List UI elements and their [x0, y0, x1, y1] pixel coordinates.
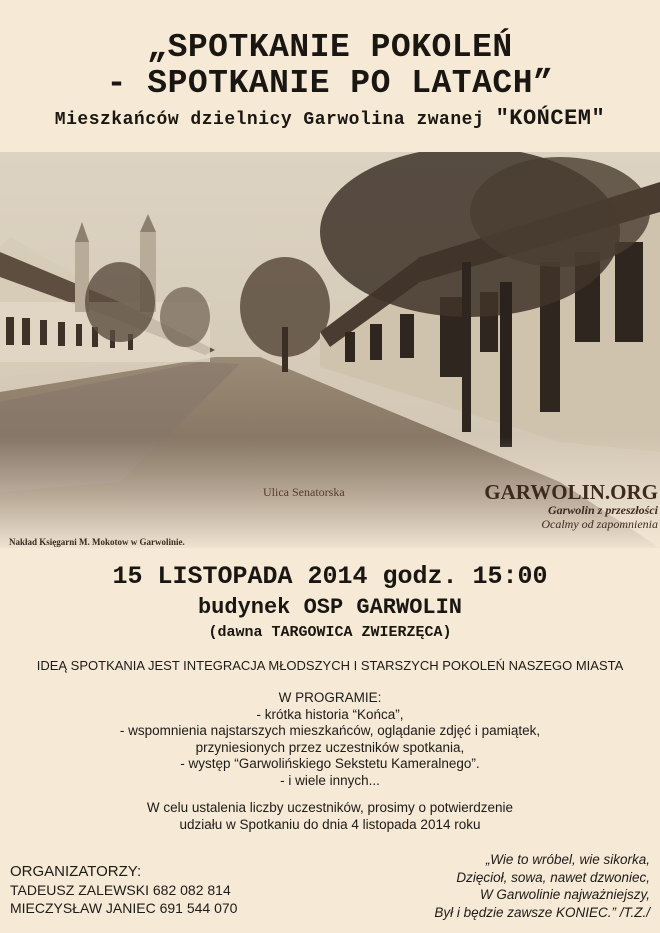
subtitle-text: Mieszkańców dzielnicy Garwolina zwanej [54, 110, 496, 130]
organizers-heading: ORGANIZATORZY: [10, 863, 142, 880]
poster-title-line-1: „SPOTKANIE POKOLEŃ [147, 29, 513, 66]
poem-line: Dzięcioł, sowa, nawet dzwoniec, [456, 869, 650, 885]
event-venue-note: (dawna TARGOWICA ZWIERZĘCA) [208, 624, 452, 641]
subtitle-quote: "KOŃCEM" [495, 106, 606, 131]
poster-subtitle [0, 108, 660, 131]
program-item: - krótka historia “Końca”, [256, 706, 404, 722]
poem-line: Był i będzie zawsze KONIEC.” /T.Z./ [434, 904, 650, 920]
poem-block [355, 851, 650, 921]
program-item: - i wiele innych... [280, 772, 380, 788]
event-venue: budynek OSP GARWOLIN [197, 595, 463, 620]
poem-line: W Garwolinie najważniejszy, [479, 887, 650, 902]
brand-subtitle: Garwolin z przeszłości [547, 503, 658, 517]
event-idea: IDEĄ SPOTKANIA JEST INTEGRACJA MŁODSZYCH I STARSZYCH POKOLEŃ NASZEGO MIASTA [36, 658, 624, 673]
confirmation-note [0, 800, 660, 833]
brand-name: GARWOLIN.ORG [484, 480, 658, 504]
program-section [0, 690, 660, 789]
photo-caption-street: Ulica Senatorska [263, 485, 345, 499]
program-item: - wspomnienia najstarszych mieszkańców, oglądanie zdjęć i pamiątek, [119, 723, 541, 738]
photo-publisher-caption: Nakład Księgarni M. Mokotow w Garwolinie. [9, 537, 185, 547]
program-item: przyniesionych przez uczestników spotkania, [195, 739, 465, 755]
organizer-contact: MIECZYSŁAW JANIEC 691 544 070 [10, 900, 238, 916]
poem-line: „Wie to wróbel, wie sikorka, [485, 852, 650, 867]
confirmation-line-1: W celu ustalenia liczby uczestników, prosimy o potwierdzenie [146, 800, 514, 815]
program-item: - występ “Garwolińskiego Sekstetu Kameralnego”. [180, 756, 480, 771]
poster-title-line-2: - SPOTKANIE PO LATACH” [106, 65, 554, 102]
program-heading: W PROGRAMIE: [278, 690, 382, 705]
garwolin-org-logo [472, 481, 658, 531]
organizer-contact: TADEUSZ ZALEWSKI 682 082 814 [10, 882, 231, 898]
organizers-block [10, 863, 237, 917]
confirmation-line-2: udziału w Spotkaniu do dnia 4 listopada 2014 roku [179, 816, 481, 832]
brand-tagline: Ocalmy od zapomnienia [541, 517, 658, 531]
event-date-time: 15 LISTOPADA 2014 godz. 15:00 [112, 562, 548, 591]
